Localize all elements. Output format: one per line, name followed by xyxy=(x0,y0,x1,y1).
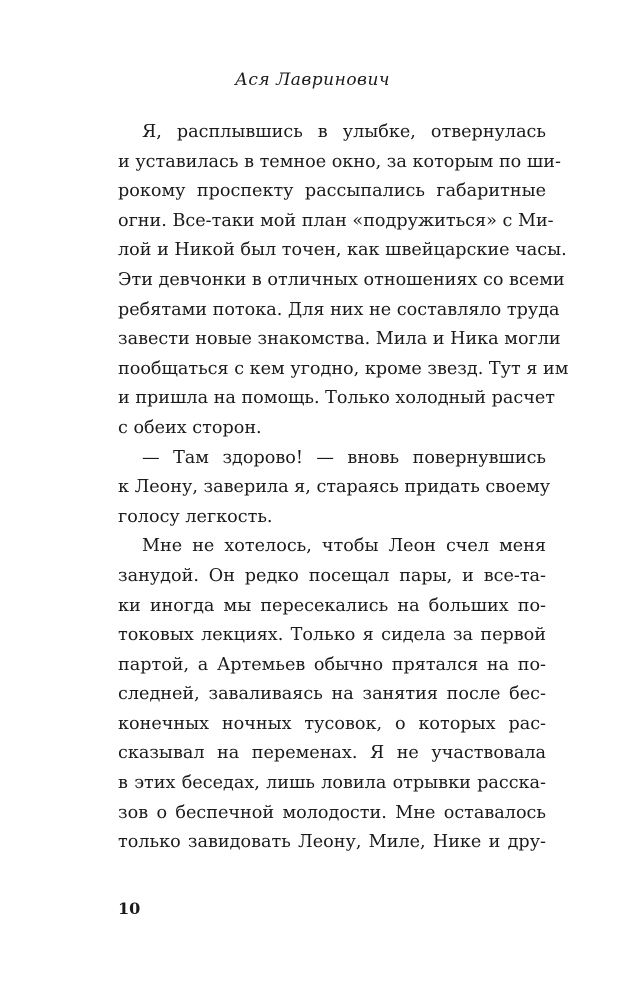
paragraph-3 xyxy=(118,532,546,858)
text-line: Мне не хотелось, чтобы Леон счел меня xyxy=(142,536,546,557)
text-line: зов о беспечной молодости. Мне оставалось xyxy=(118,802,546,823)
text-line: конечных ночных тусовок, о которых рас- xyxy=(118,713,546,734)
text-line: ребятами потока. Для них не составляло труда xyxy=(118,299,560,320)
text-line: — Там здорово! — вновь повернувшись xyxy=(142,447,546,468)
text-line: токовых лекциях. Только я сидела за первой xyxy=(118,625,546,646)
text-line: в этих беседах, лишь ловила отрывки расска- xyxy=(118,773,546,794)
body-text xyxy=(118,118,569,858)
text-line: с обеих сторон. xyxy=(118,417,262,438)
text-line: к Леону, заверила я, стараясь придать своему xyxy=(118,477,551,498)
paragraph-2 xyxy=(118,444,551,533)
text-line: ки иногда мы пересекались на больших по- xyxy=(118,595,546,616)
text-line: пообщаться с кем угодно, кроме звезд. Тут я им xyxy=(118,358,569,379)
text-line: голосу легкость. xyxy=(118,506,273,527)
text-line: завести новые знакомства. Мила и Ника могли xyxy=(118,329,561,350)
text-line: лой и Никой был точен, как швейцарские часы. xyxy=(118,240,567,261)
text-line: Я, расплывшись в улыбке, отвернулась xyxy=(142,122,546,142)
text-line: огни. Все-таки мой план «подружиться» с Ми- xyxy=(118,210,554,231)
running-head-author: Ася Лавринович xyxy=(235,70,390,90)
text-line: Эти девчонки в отличных отношениях со всеми xyxy=(118,269,565,290)
text-line: следней, заваливаясь на занятия после бес- xyxy=(118,684,546,705)
text-line: партой, а Артемьев обычно прятался на по- xyxy=(118,654,546,675)
text-line: рокому проспекту рассыпались габаритные xyxy=(118,181,546,202)
paragraph-1 xyxy=(118,118,569,444)
page-number: 10 xyxy=(118,899,141,918)
text-line: только завидовать Леону, Миле, Нике и дру- xyxy=(118,832,546,853)
text-line: и уставилась в темное окно, за которым по ши- xyxy=(118,151,561,172)
text-line: сказывал на переменах. Я не участвовала xyxy=(118,743,546,764)
text-line: и пришла на помощь. Только холодный расчет xyxy=(118,388,555,409)
text-line: занудой. Он редко посещал пары, и все-та- xyxy=(118,565,546,586)
